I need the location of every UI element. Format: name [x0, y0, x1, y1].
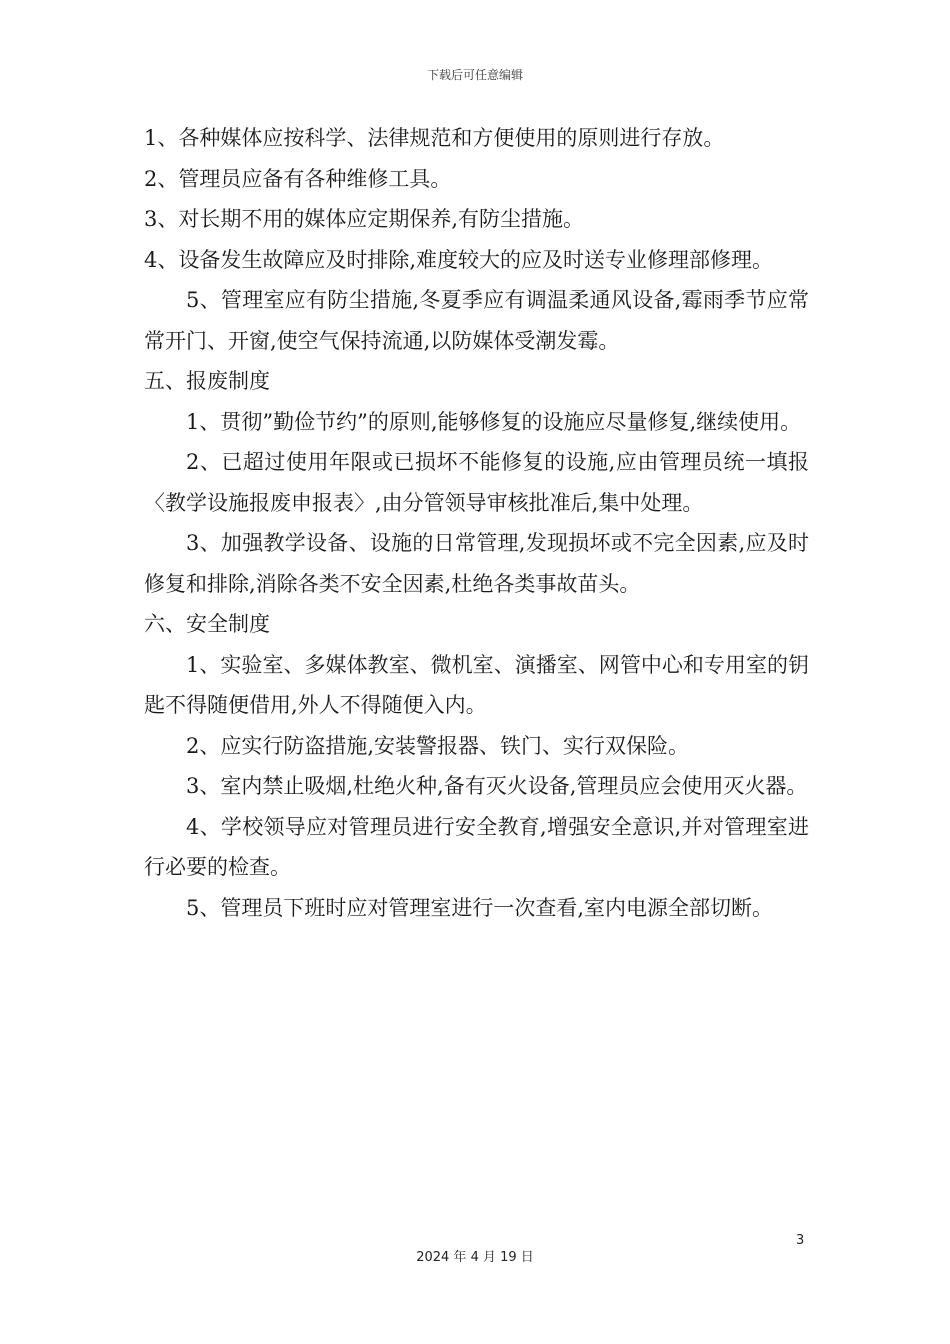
- paragraph-2: 2、管理员应备有各种维修工具。: [144, 166, 452, 191]
- paragraph-scrap-2: 2、已超过使用年限或已损坏不能修复的设施,应由管理员统一填报〈教学设施报废申报表〉,由分管领导审核批准后,集中处理。: [144, 450, 809, 515]
- paragraph-5: 5、管理室应有防尘措施,冬夏季应有调温柔通风设备,霉雨季节应常常开门、开窗,使空气保持流通,以防媒体受潮发霉。: [144, 288, 809, 353]
- paragraph-3: 3、对长期不用的媒体应定期保养,有防尘措施。: [144, 207, 585, 231]
- page-number: 3: [796, 1233, 805, 1248]
- paragraph-scrap-3: 3、加强教学设备、设施的日常管理,发现损坏或不完全因素,应及时修复和排除,消除各类不安全因素,杜绝各类事故苗头。: [144, 531, 809, 596]
- section-heading-safety: 六、安全制度: [144, 612, 270, 636]
- paragraph-safety-5: 5、管理员下班时应对管理室进行一次查看,室内电源全部切断。: [186, 895, 774, 920]
- paragraph-safety-1: 1、实验室、多媒体教室、微机室、演播室、网管中心和专用室的钥匙不得随便借用,外人不得随便入内。: [144, 652, 809, 717]
- paragraph-safety-4: 4、学校领导应对管理员进行安全教育,增强安全意识,并对管理室进行必要的检查。: [144, 814, 809, 879]
- footer-date: 2024 年 4 月 19 日: [416, 1250, 534, 1265]
- page-header: 下载后可任意编辑: [426, 68, 523, 82]
- paragraph-1: 1、各种媒体应按科学、法律规范和方便使用的原则进行存放。: [144, 126, 725, 150]
- section-heading-scrap: 五、报废制度: [144, 369, 270, 393]
- paragraph-scrap-1: 1、贯彻”勤俭节约”的原则,能够修复的设施应尽量修复,继续使用。: [186, 409, 802, 434]
- paragraph-safety-3: 3、室内禁止吸烟,杜绝火种,备有灭火设备,管理员应会使用灭火器。: [186, 774, 808, 798]
- paragraph-4: 4、设备发生故障应及时排除,难度较大的应及时送专业修理部修理。: [144, 247, 774, 272]
- document-body: [144, 118, 809, 928]
- paragraph-safety-2: 2、应实行防盗措施,安装警报器、铁门、实行双保险。: [186, 733, 690, 758]
